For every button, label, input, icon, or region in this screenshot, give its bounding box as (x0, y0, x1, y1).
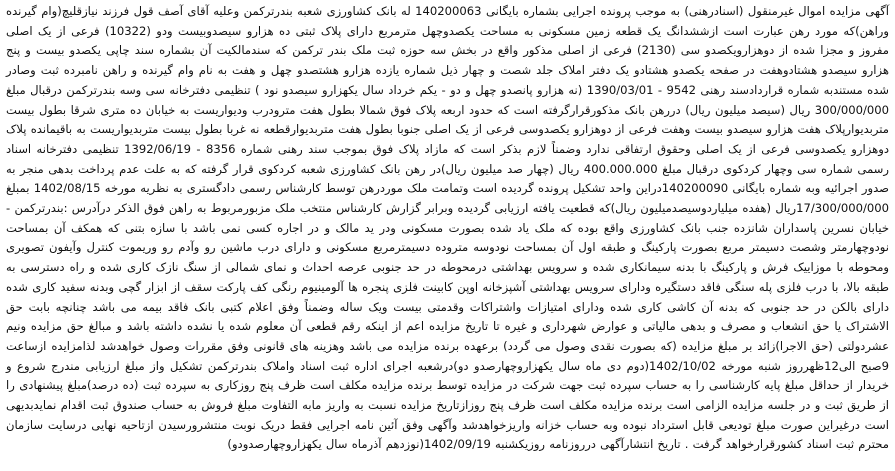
notice-body-text: آگهی مزایده اموال غیرمنقول (اسنادرهنی) به موجب پرونده اجرایی بشماره بایگانی 140200063 له بانک کشاورزی شعبه بندرترکمن وعلیه آقای آصف قول فرزند نیازقلیچ(وام گیرنده وراهن)که مورد رهن عبارت است ازششدانگ یک قطعه زمین مسکونی به مساحت یکصدوچهل مترمربع دارای پلاک ثبتی ده هزارو سیصدوبیست ودو (10322) فرعی از یک اصلی مفروز و مجزا شده از دوهزارویکصدو سی (2130) فرعی از اصلی مذکور واقع در بخش سه حوزه ثبت ملک بندر ترکمن که سندمالکیت آن بشماره سند چاپی یکصدو بیست و پنج هزارو سیصدو هشتادوهفت در صفحه یکصدو هشتادو یک دفتر املاک جلد شصت و چهار ذیل شماره یازده هزارو هشتصدو چهل و هفت به نام وام گیرنده و راهن نامبرده ثبت وصادر شده مستندبه شماره قراردادسند رهنی 9542 - 1390/03/01 (نه هزارو پانصدو چهل و دو - یکم خرداد سال یکهزارو سیصدو نود ) تنظیمی دفترخانه سی وسه بندرترکمن درقبال مبلغ 300/000/000 ریال (سیصد میلیون ریال) دررهن بانک مذکورقرارگرفته است که حدود اربعه پلاک فوق شمالا بطول هفت مترودرب ودیواریست به خیابان ده متری شرقا بطول بیست متربدیوارپلاک هفت هزارو سیصدو بیست وهفت فرعی از دوهزارو یکصدوسی فرعی از یک اصلی جنوبا بطول هفت متربدیوارقطعه نه غربا بطول بیست متربدیواریست به باقیمانده پلاک دوهزارو یکصدوسی فرعی از یک اصلی وحقوق ارتفاقی ندارد وضمناً لازم بذکر است که مازاد پلاک فوق بموجب سند رهنی شماره 8356 - 1392/06/19 تنظیمی دفترخانه اسناد رسمی شماره سی وچهار کردکوی درقبال مبلغ 400.000.000 ریال (چهار صد میلیون ریال)در رهن بانک کشاورزی شعبه کردکوی قرار گرفته که به علت عدم پرداخت بدهی منجر به صدور اجرائیه وبه شماره بایگانی 140200090دراین واحد تشکیل پرونده گردیده است وتمامت ملک موردرهن توسط کارشناس رسمی دادگستری به نظریه مورخه 1402/08/15 بمبلغ 17/300/000/000ریال (هفده میلیاردوسیصدمیلیون ریال)که قطعیت یافته ارزیابی گردیده وبرابر گزارش کارشناس منتخب ملک مزبورمربوط به راهن فوق الذکر درآدرس :بندرترکمن - خیابان نسرین پاسداران شانزده جنب بانک کشاورزی واقع بوده که ملک یاد شده بصورت مسکونی ودر ید مالک و در اجاره کسی نمی باشد با سازه بتنی که همکف آن بمساحت نودوچهارمتر وشصت دسیمتر مربع بصورت پارکینگ و طبقه اول آن بمساحت نودوسه متروده دسیمترمربع مسکونی و دارای درب ماشین رو وآدم رو وریموت کنترل وآیفون تصویری ومحوطه با موزاییک فرش و پارکینگ با بدنه سیمانکاری شده و سرویس بهداشتی درمحوطه در حد جنوبی عرصه احداث و نمای شمالی از سنگ نازک کاری شده و راه دسترسی به طبقه بالا، با درب فلزی پله سنگی فاقد دستگیره ودارای سرویس بهداشتی آشپزخانه اوپن کابینت فلزی پنجره ها آلومینیوم رنگی کف پارکت سقف از ابزار گچی وبدنه سفید کاری شده دارای بالکن در حد جنوبی که بدنه آن کاشی کاری شده ودارای امتیازات واشتراکات وقدمتی بیست ویک ساله وضمناً وفق اعلام کتبی بانک فاقد بیمه می باشد چنانچه بابت حق الاشتراک یا حق انشعاب و مصرف و بدهی مالیاتی و عوارض شهرداری و غیره تا تاریخ مزایده اعم از اینکه رقم قطعی آن معلوم شده یا نشده داشته باشد و مبالغ حق مزایده ونیم عشردولتی (حق الاجرا)زائد بر مبلغ مزایده (که بصورت نقدی وصول می گردد) برعهده برنده مزایده می باشد وهزینه های قانونی وفق مقررات وصول خواهدشد لذامزایده ازساعت 9صبح الی12ظهرروز شنبه مورخه 1402/10/02(دوم دی ماه سال یکهزاروچهارصدو دو)درشعبه اجرای اداره ثبت اسناد واملاک بندرترکمن تشکیل واز مبلغ ارزیابی مندرج شروع و خریدار از حداقل مبلغ پایه کارشناسی را به حساب سپرده ثبت جهت شرکت در مزایده توسط برنده مزایده مکلف است ظرف پنج روزکاری به سپرده ثبت (ده درصد)مبلغ پیشنهادی را از طریق ثبت و در جلسه مزایده الزامی است برنده مزایده مکلف است ظرف پنج روزازتاریخ مزایده نسبت به واریز مابه التفاوت مبلغ فروش به حساب صندوق ثبت اقدام نمایدبدیهی است درغیراین صورت مبلغ تودیعی قابل استرداد نبوده وبه حساب خزانه واریزخواهدشد وآگهی وفق آئین نامه اجرایی فقط دریک نوبت منتشرورسیدن ازتاحیه نهایی درسایت سازمان محترم ثبت اسناد کشورقرارخواهد گرفت . تاریخ انتشارآگهی درروزنامه روزیکشنبه 1402/09/19(نوزدهم آذرماه سال یکهزاروچهارصدودو) (6, 4, 890, 452)
